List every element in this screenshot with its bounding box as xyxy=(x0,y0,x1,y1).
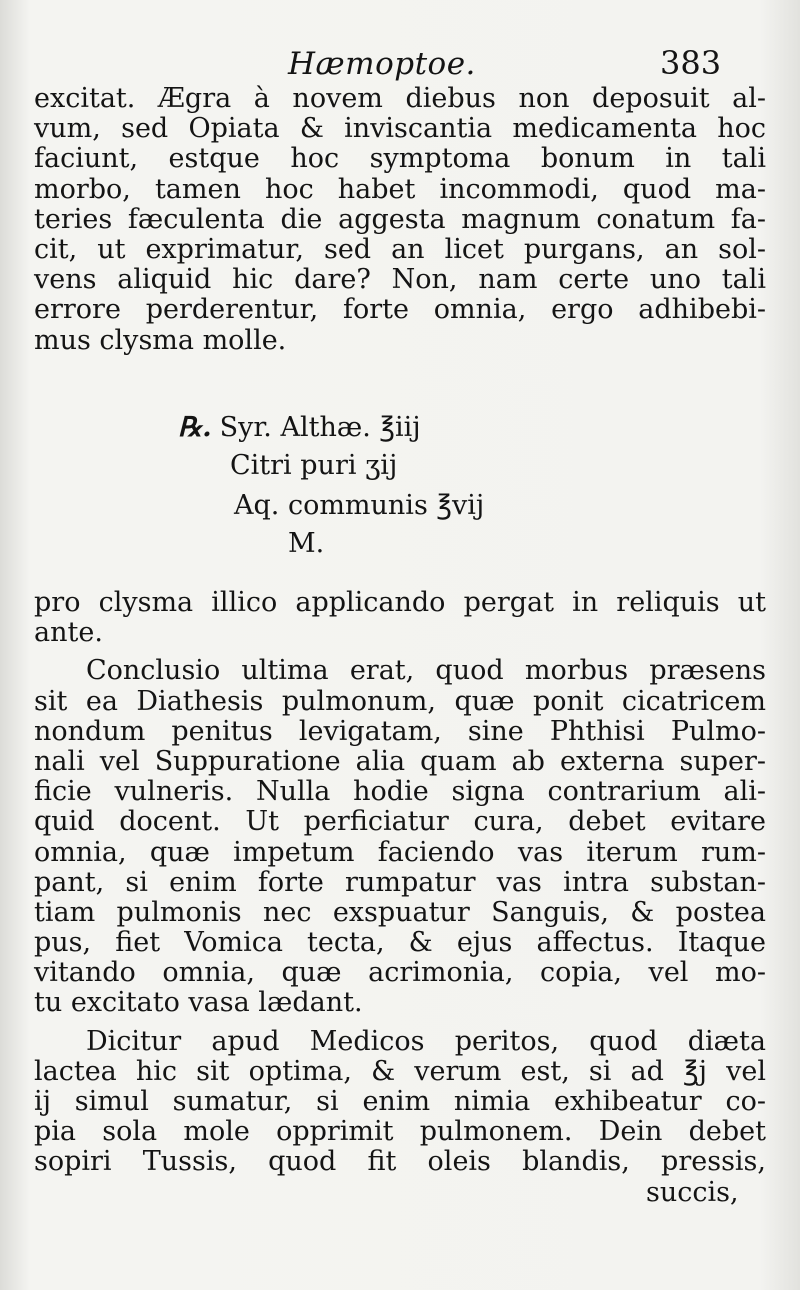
text-line: sit ea Diathesis pulmonum, quæ ponit cicatricem xyxy=(34,685,766,717)
page-number: 383 xyxy=(660,44,722,82)
text-line: excitat. Ægra à novem diebus non deposuit al- xyxy=(34,83,766,114)
recipe-ingredient: Aq. communis ℥vij xyxy=(234,490,485,521)
text-line: errore perderentur, forte omnia, ergo adhibebi- xyxy=(34,294,766,326)
text-line: ante. xyxy=(34,617,103,649)
paragraph-1 xyxy=(34,84,766,356)
text-line: morbo, tamen hoc habet incommodi, quod ma- xyxy=(34,173,766,205)
text-line: sopiri Tussis, quod fit oleis blandis, pressis, xyxy=(34,1146,766,1178)
recipe-line xyxy=(178,412,421,443)
text-line: vum, sed Opiata & inviscantia medicamenta hoc xyxy=(34,113,766,145)
text-line: pus, fiet Vomica tecta, & ejus affectus. Itaque xyxy=(34,927,766,959)
text-line: ficie vulneris. Nulla hodie signa contrarium ali- xyxy=(34,776,766,808)
main-text xyxy=(34,588,766,1208)
text-line: tu excitato vasa lædant. xyxy=(34,987,363,1019)
text-line: vens aliquid hic dare? Non, nam certe uno tali xyxy=(34,264,766,296)
text-line: tiam pulmonis nec exspuatur Sanguis, & postea xyxy=(34,896,766,928)
text-line: vitando omnia, quæ acrimonia, copia, vel mo- xyxy=(34,957,766,989)
text-line: cit, ut exprimatur, sed an licet purgans, an sol- xyxy=(34,233,766,265)
text-line: lactea hic sit optima, & verum est, si ad ℥j vel xyxy=(34,1055,766,1087)
text-line: nondum penitus levigatam, sine Phthisi Pulmo- xyxy=(34,715,766,747)
text-line: faciunt, estque hoc symptoma bonum in tali xyxy=(34,143,766,175)
text-line: omnia, quæ impetum faciendo vas iterum rum- xyxy=(34,836,766,868)
recipe-mix: M. xyxy=(288,528,325,559)
text-line: quid docent. Ut perficiatur cura, debet evitare xyxy=(34,806,766,838)
recipe-ingredient: Citri puri ʒij xyxy=(230,450,398,481)
recipe-ingredient: Syr. Althæ. ℥iij xyxy=(219,412,421,443)
prescription-block xyxy=(0,404,800,584)
recipe-symbol: ℞. xyxy=(178,412,212,443)
text-line: pia sola mole opprimit pulmonem. Dein debet xyxy=(34,1116,766,1148)
text-line: nali vel Suppuratione alia quam ab externa super- xyxy=(34,745,766,777)
text-line: pro clysma illico applicando pergat in reliquis ut xyxy=(34,587,766,618)
text-line: teries fæculenta die aggesta magnum conatum fa- xyxy=(34,203,766,235)
text-line: succis, xyxy=(646,1176,739,1208)
text-line: Conclusio ultima erat, quod morbus præsens xyxy=(86,655,766,687)
running-title: Hæmoptoe. xyxy=(288,46,476,82)
text-line: ij simul sumatur, si enim nimia exhibeatur co- xyxy=(34,1086,766,1117)
text-line: Dicitur apud Medicos peritos, quod diæta xyxy=(86,1025,766,1057)
text-line: pant, si enim forte rumpatur vas intra substan- xyxy=(34,866,766,898)
text-line: mus clysma molle. xyxy=(34,324,287,356)
